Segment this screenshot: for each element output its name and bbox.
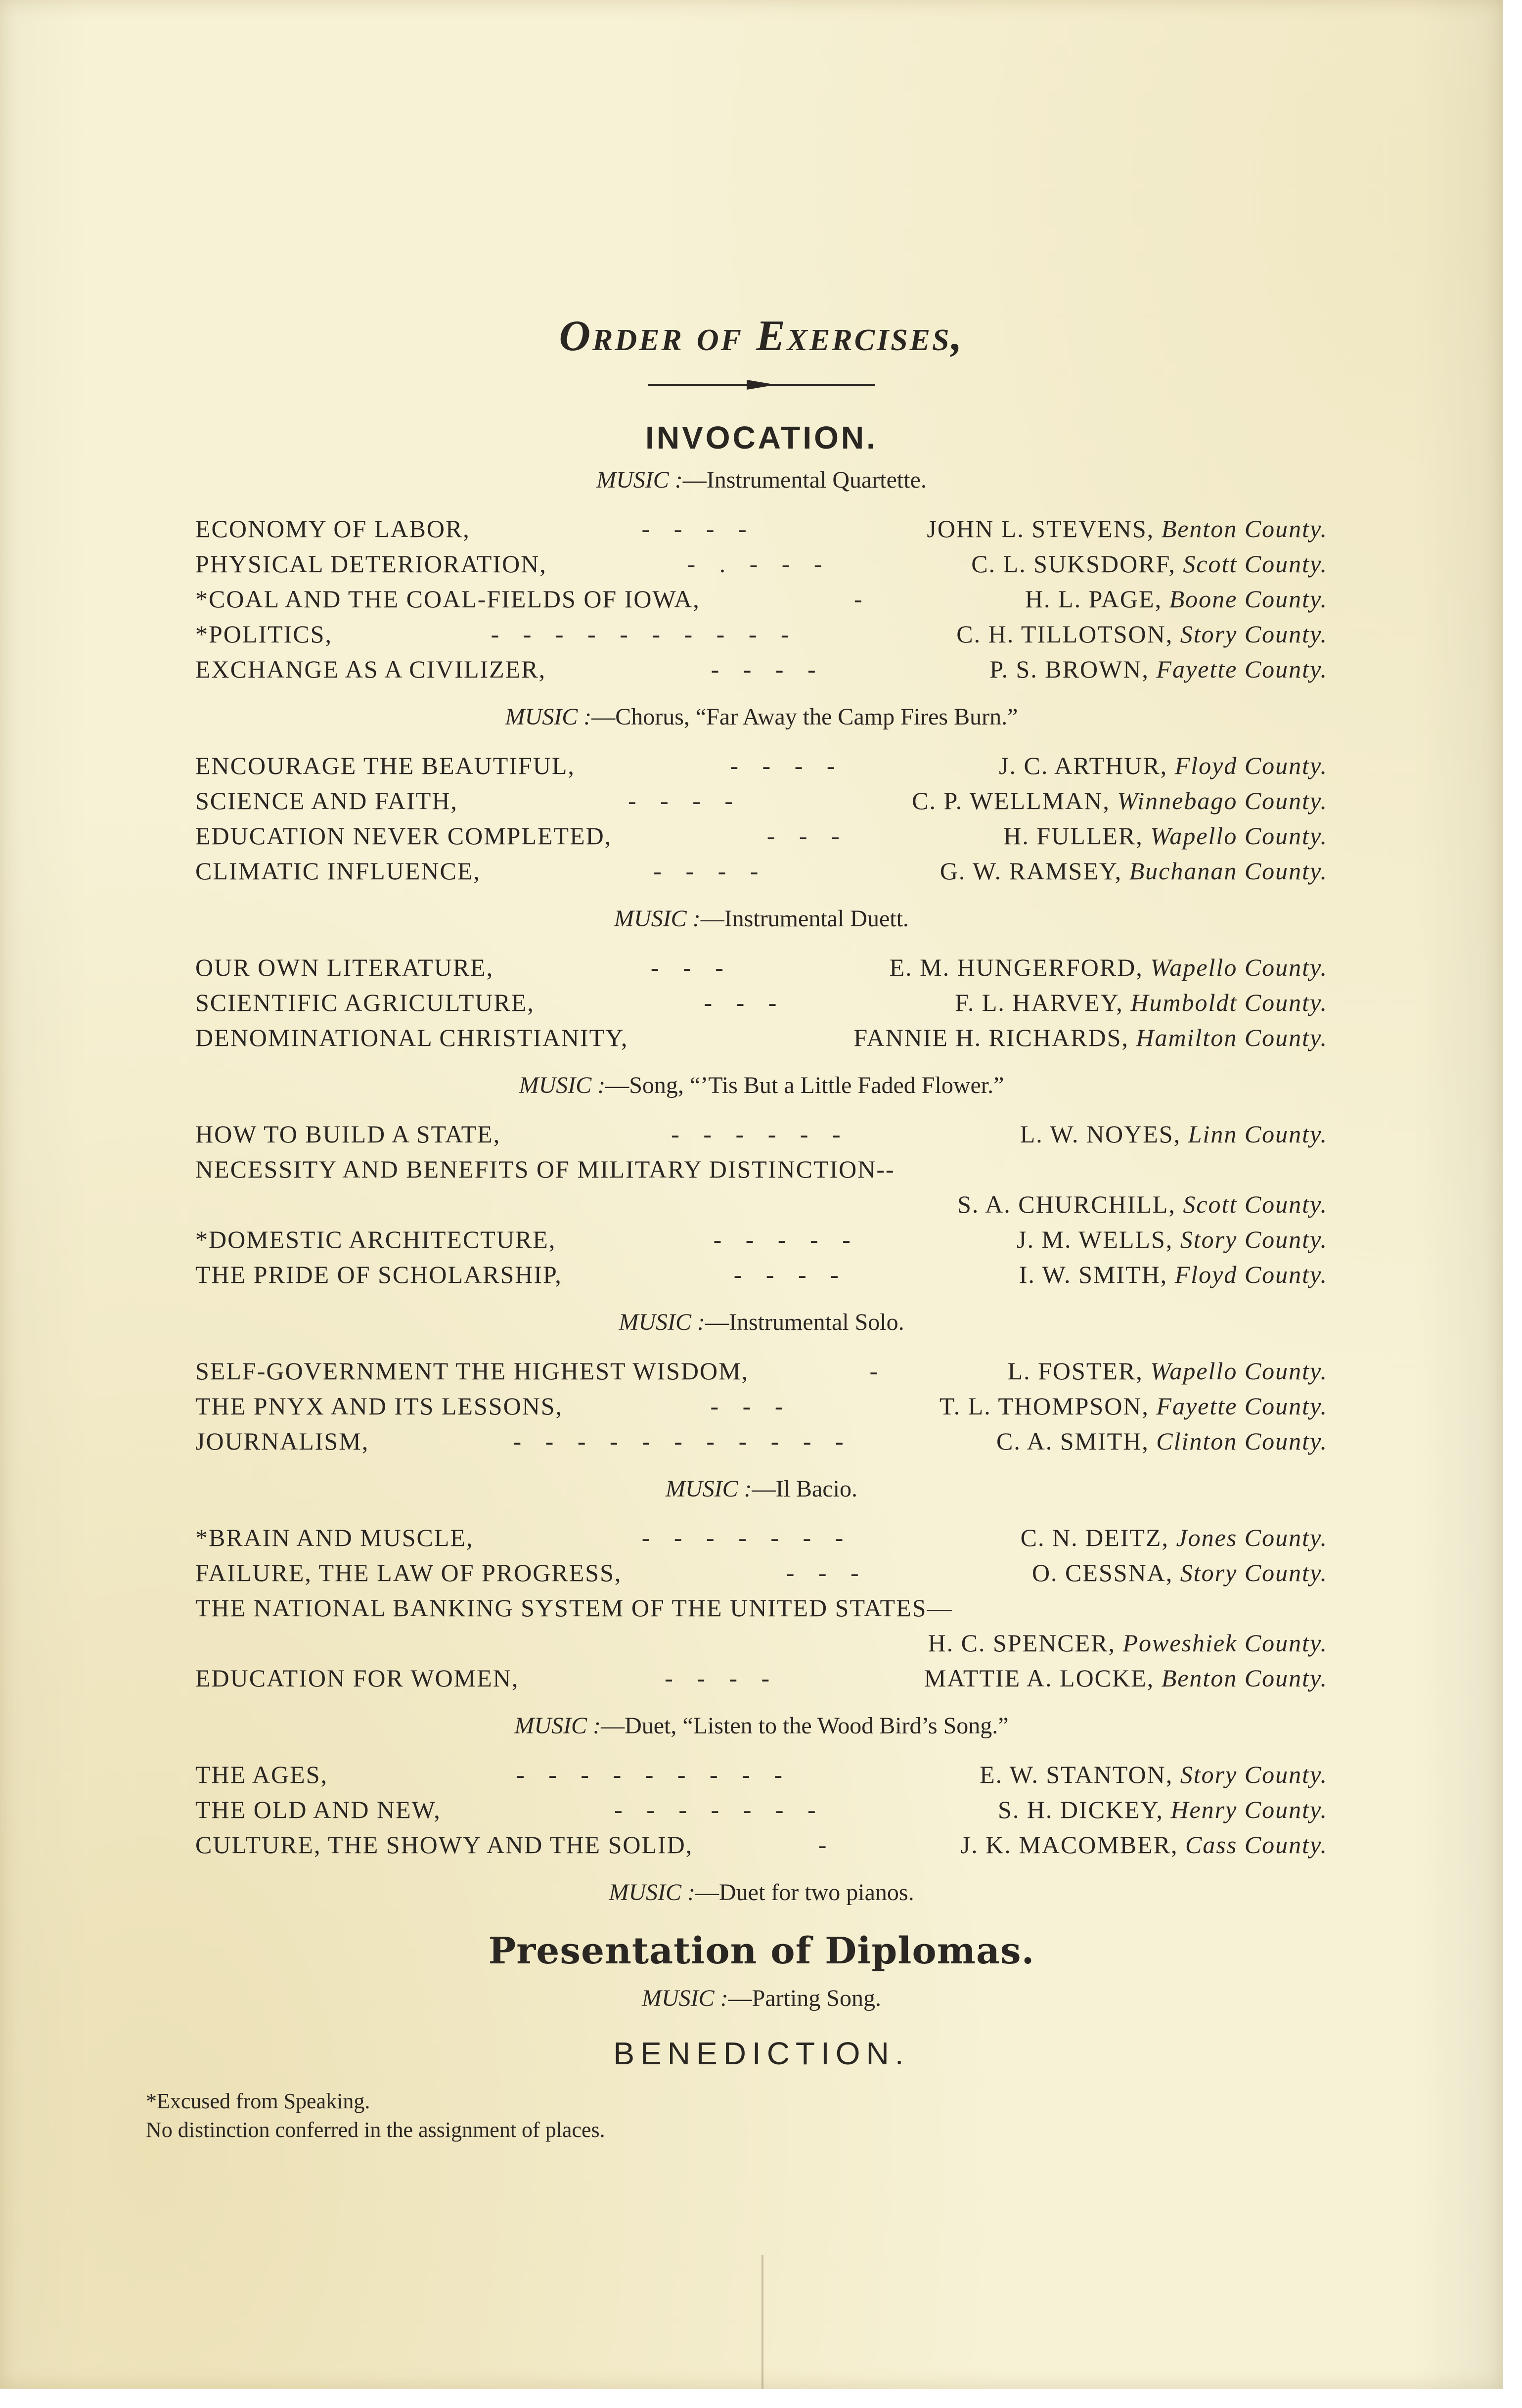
exercise-topic: THE AGES, — [195, 1761, 328, 1788]
speaker-county: Jones County. — [1176, 1524, 1328, 1551]
leader-dashes: - - - - — [665, 1664, 779, 1692]
speaker-county: Henry County. — [1170, 1796, 1328, 1823]
speaker-county: Hamilton County. — [1136, 1024, 1328, 1051]
leader-dashes: - - - - — [627, 787, 742, 815]
speaker-county: Fayette County. — [1156, 655, 1328, 683]
exercise-topic: *BRAIN AND MUSCLE, — [195, 1524, 474, 1551]
footnote: *Excused from Speaking. — [146, 2089, 370, 2113]
music-line: MUSIC :—Duet, “Listen to the Wood Bird’s Song.” — [514, 1713, 1009, 1739]
exercise-group — [195, 748, 1328, 889]
exercise-topic: *COAL AND THE COAL-FIELDS OF IOWA, — [195, 585, 700, 613]
music-line: MUSIC :—Instrumental Solo. — [619, 1309, 904, 1335]
exercise-row — [195, 1757, 1328, 1792]
leader-dashes: - - - - - - - - - - - — [513, 1427, 852, 1455]
speaker-name: P. S. BROWN, — [989, 655, 1149, 683]
speaker-county: Humboldt County. — [1130, 989, 1328, 1016]
exercise-topic: NECESSITY AND BENEFITS OF MILITARY DISTINCTION-- — [195, 1155, 895, 1183]
exercise-topic: PHYSICAL DETERIORATION, — [195, 550, 547, 578]
exercise-row — [195, 1020, 1328, 1055]
exercise-topic: JOURNALISM, — [195, 1427, 369, 1455]
invocation-heading: INVOCATION. — [645, 420, 878, 455]
exercise-row — [195, 1424, 1328, 1459]
speaker-county: Clinton County. — [1156, 1427, 1328, 1455]
speaker-name: C. L. SUKSDORF, — [971, 550, 1176, 578]
leader-dashes: - - - — [766, 822, 849, 850]
parting-music: MUSIC :—Parting Song. — [642, 1985, 881, 2011]
speaker-name: FANNIE H. RICHARDS, — [853, 1024, 1129, 1051]
exercise-row — [195, 652, 1328, 687]
exercise-topic: EXCHANGE AS A CIVILIZER, — [195, 655, 546, 683]
footnote: No distinction conferred in the assignment of places. — [146, 2118, 605, 2142]
speaker-name: T. L. THOMPSON, — [939, 1392, 1149, 1420]
exercise-topic: ENCOURAGE THE BEAUTIFUL, — [195, 752, 575, 779]
leader-dashes: - - - - - - - - - — [516, 1761, 791, 1788]
exercise-group — [195, 1354, 1328, 1459]
music-line: MUSIC :—Instrumental Quartette. — [596, 467, 927, 493]
program-content — [146, 307, 1328, 2144]
exercise-topic: FAILURE, THE LAW OF PROGRESS, — [195, 1559, 622, 1587]
speaker-name: L. W. NOYES, — [1020, 1120, 1181, 1148]
exercise-topic: DENOMINATIONAL CHRISTIANITY, — [195, 1024, 628, 1051]
presentation-heading: Presentation of Diplomas. — [488, 1930, 1035, 1972]
leader-dashes: - - - — [650, 954, 732, 981]
speaker-county: Winnebago County. — [1117, 787, 1328, 815]
speaker-name: J. C. ARTHUR, — [999, 752, 1168, 779]
exercise-topic: OUR OWN LITERATURE, — [195, 954, 494, 981]
leader-dashes: - - - - — [733, 1261, 848, 1288]
exercise-topic: EDUCATION FOR WOMEN, — [195, 1664, 519, 1692]
speaker-name: C. H. TILLOTSON, — [956, 620, 1173, 648]
leader-dashes: - — [818, 1831, 836, 1859]
exercise-row — [195, 511, 1328, 546]
speaker-county: Wapello County. — [1150, 954, 1328, 981]
leader-dashes: - - - - - - - — [641, 1524, 852, 1551]
leader-dashes: - - - - - — [713, 1226, 859, 1253]
speaker-county: Benton County. — [1161, 1664, 1328, 1692]
footnotes — [146, 2087, 1328, 2144]
exercise-topic: ECONOMY OF LABOR, — [195, 515, 470, 543]
exercise-group — [195, 511, 1328, 687]
exercise-row — [195, 748, 1328, 783]
exercise-row — [195, 950, 1328, 985]
speaker-name: JOHN L. STEVENS, — [927, 515, 1155, 543]
speaker-county: Story County. — [1180, 620, 1328, 648]
music-line: MUSIC :—Il Bacio. — [666, 1476, 857, 1502]
leader-dashes: - - - - — [641, 515, 756, 543]
page-title: Order of Exercises, — [559, 312, 964, 360]
speaker-name: H. C. SPENCER, — [928, 1629, 1116, 1657]
exercise-row — [195, 1389, 1328, 1424]
speaker-name: S. A. CHURCHILL, — [957, 1190, 1176, 1218]
exercise-row — [195, 1354, 1328, 1389]
speaker-county: Scott County. — [1183, 550, 1328, 578]
speaker-name: S. H. DICKEY, — [998, 1796, 1164, 1823]
exercise-row — [195, 783, 1328, 818]
music-line: MUSIC :—Song, “’Tis But a Little Faded Flower.” — [519, 1072, 1004, 1098]
exercise-topic: SELF-GOVERNMENT THE HIGHEST WISDOM, — [195, 1357, 749, 1385]
speaker-county: Poweshiek County. — [1122, 1629, 1328, 1657]
leader-dashes: - - - — [786, 1559, 868, 1587]
exercise-topic: *DOMESTIC ARCHITECTURE, — [195, 1226, 556, 1253]
speaker-county: Fayette County. — [1156, 1392, 1328, 1420]
speaker-name: G. W. RAMSEY, — [940, 857, 1122, 885]
exercise-row — [195, 1520, 1328, 1555]
speaker-name: J. M. WELLS, — [1017, 1226, 1173, 1253]
exercise-row — [195, 1117, 1328, 1152]
exercise-topic: THE NATIONAL BANKING SYSTEM OF THE UNITED STATES— — [195, 1594, 953, 1622]
speaker-county: Wapello County. — [1150, 822, 1328, 850]
exercise-row — [195, 985, 1328, 1020]
exercise-topic: *POLITICS, — [195, 620, 332, 648]
speaker-name: C. A. SMITH, — [996, 1427, 1149, 1455]
exercise-row — [195, 617, 1328, 652]
exercise-topic: THE PNYX AND ITS LESSONS, — [195, 1392, 563, 1420]
speaker-county: Linn County. — [1188, 1120, 1328, 1148]
music-line: MUSIC :—Instrumental Duett. — [614, 906, 909, 932]
speaker-name: C. P. WELLMAN, — [912, 787, 1110, 815]
speaker-county: Story County. — [1180, 1761, 1328, 1788]
exercise-row — [195, 1222, 1328, 1257]
speaker-name: H. L. PAGE, — [1025, 585, 1163, 613]
speaker-county: Floyd County. — [1174, 1261, 1328, 1288]
speaker-county: Floyd County. — [1174, 752, 1328, 779]
leader-dashes: - - - — [704, 989, 786, 1016]
speaker-county: Benton County. — [1161, 515, 1328, 543]
music-line: MUSIC :—Chorus, “Far Away the Camp Fires Burn.” — [505, 704, 1018, 730]
exercise-group — [195, 950, 1328, 1055]
title-rule — [648, 384, 875, 386]
leader-dashes: - - - - - - - — [614, 1796, 825, 1823]
leader-dashes: - - - - - - — [671, 1120, 850, 1148]
speaker-county: Cass County. — [1185, 1831, 1328, 1859]
exercise-topic: EDUCATION NEVER COMPLETED, — [195, 822, 612, 850]
speaker-county: Boone County. — [1169, 585, 1328, 613]
leader-dashes: - - - - - - - - - - — [491, 620, 798, 648]
speaker-continuation — [195, 1626, 1328, 1661]
exercise-topic: THE PRIDE OF SCHOLARSHIP, — [195, 1261, 562, 1288]
exercise-row — [195, 854, 1328, 889]
exercise-topic: CULTURE, THE SHOWY AND THE SOLID, — [195, 1831, 693, 1859]
exercise-row — [195, 582, 1328, 617]
exercise-row — [195, 1827, 1328, 1863]
speaker-name: L. FOSTER, — [1007, 1357, 1143, 1385]
exercise-row — [195, 1590, 1328, 1626]
exercise-row — [195, 546, 1328, 582]
leader-dashes: - - - - — [711, 655, 825, 683]
benediction-heading: BENEDICTION. — [613, 2036, 910, 2071]
speaker-name: C. N. DEITZ, — [1020, 1524, 1169, 1551]
exercise-topic: CLIMATIC INFLUENCE, — [195, 857, 481, 885]
exercise-topic: HOW TO BUILD A STATE, — [195, 1120, 501, 1148]
exercise-topic: SCIENTIFIC AGRICULTURE, — [195, 989, 535, 1016]
fold-crease — [761, 2255, 763, 2389]
speaker-name: F. L. HARVEY, — [955, 989, 1123, 1016]
speaker-county: Story County. — [1180, 1226, 1328, 1253]
leader-dashes: - - - — [710, 1392, 792, 1420]
exercise-topic: THE OLD AND NEW, — [195, 1796, 441, 1823]
leader-dashes: - — [869, 1357, 887, 1385]
exercise-groups — [195, 463, 1328, 1863]
exercise-group — [195, 1117, 1328, 1292]
exercise-row — [195, 818, 1328, 854]
speaker-name: MATTIE A. LOCKE, — [924, 1664, 1155, 1692]
speaker-name: H. FULLER, — [1003, 822, 1143, 850]
leader-dashes: - . - - - — [687, 550, 831, 578]
speaker-name: E. W. STANTON, — [980, 1761, 1173, 1788]
speaker-name: I. W. SMITH, — [1019, 1261, 1168, 1288]
speaker-county: Wapello County. — [1150, 1357, 1328, 1385]
speaker-continuation — [195, 1187, 1328, 1222]
speaker-county: Buchanan County. — [1129, 857, 1328, 885]
speaker-name: J. K. MACOMBER, — [960, 1831, 1178, 1859]
speaker-county: Story County. — [1180, 1559, 1328, 1587]
speaker-county: Scott County. — [1183, 1190, 1328, 1218]
speaker-name: O. CESSNA, — [1031, 1559, 1173, 1587]
leader-dashes: - - - - — [653, 857, 767, 885]
exercise-row — [195, 1555, 1328, 1590]
exercise-group — [195, 1757, 1328, 1863]
closing-music: MUSIC :—Duet for two pianos. — [609, 1879, 914, 1906]
exercise-row — [195, 1257, 1328, 1292]
leader-dashes: - - - - — [730, 752, 844, 779]
exercise-topic: SCIENCE AND FAITH, — [195, 787, 458, 815]
exercise-group — [195, 1520, 1328, 1696]
leader-dashes: - — [854, 585, 871, 613]
exercise-row — [195, 1792, 1328, 1827]
exercise-row — [195, 1661, 1328, 1696]
exercise-row — [195, 1152, 1328, 1187]
speaker-name: E. M. HUNGERFORD, — [889, 954, 1143, 981]
